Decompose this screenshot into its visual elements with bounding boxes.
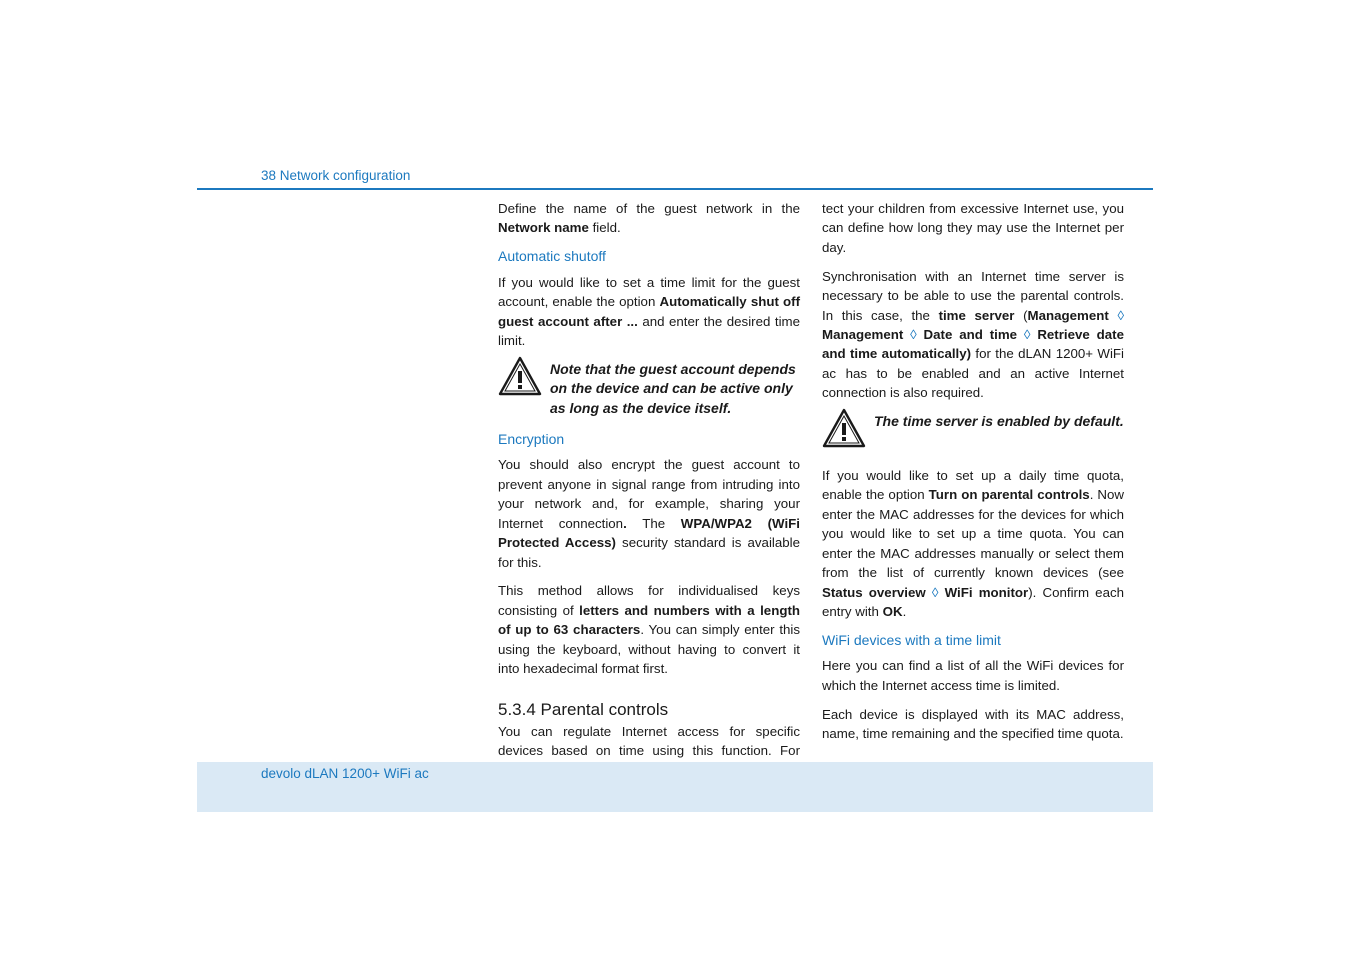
paragraph-time-quota: If you would like to set up a daily time quota, enable the option Turn on parental controls. Now enter the MAC addresses for the devices for which you would like to set up a time quota. You can enter the MAC addresses manually or select them from the list of currently known devices (see Status overview ◊ WiFi monitor). Confirm each entry with OK. [822, 468, 1125, 619]
warning-triangle-icon [822, 408, 866, 448]
warning-note-guest [498, 360, 800, 418]
diamond-arrow-icon: ◊ [925, 584, 945, 600]
warning-note-text: The time server is enabled by default. [874, 413, 1124, 430]
paragraph-parental-continued: tect your children from excessive Internet use, you can define how long they may use the Internet per day. [822, 201, 1124, 255]
page-header-title: 38 Network configuration [261, 168, 411, 183]
warning-triangle-icon [498, 356, 542, 396]
heading-wifi-devices: WiFi devices with a time limit [822, 631, 1001, 648]
header-rule [197, 188, 1153, 190]
right-column [822, 199, 1124, 753]
heading-encryption: Encryption [498, 431, 565, 448]
paragraph-parental-intro: You can regulate Internet access for specific devices based on time using this function. For [498, 723, 800, 759]
paragraph-time-server: Synchronisation with an Internet time server is necessary to be able to use the parental controls. In this case, the time server (Management ◊ Management ◊ Date and time ◊ Retrieve date and time automatically) for the dLAN 1200+ WiFi ac has to be enabled and an active Internet connection is also required. [822, 268, 1125, 401]
heading-automatic-shutoff: Automatic shutoff [498, 248, 606, 265]
left-column [498, 199, 800, 790]
paragraph-encryption: You should also encrypt the guest account to prevent anyone in signal range from intruding into your network and, for example, sharing your Internet connection. The WPA/WPA2 (WiFi Protected Access) security standard is available for this. [498, 457, 800, 570]
warning-note-time-server [822, 412, 1124, 448]
diamond-arrow-icon: ◊ [1017, 326, 1038, 342]
footer-title: devolo dLAN 1200+ WiFi ac [261, 766, 429, 781]
diamond-arrow-icon: ◊ [903, 326, 924, 342]
paragraph-keys: This method allows for individualised keys consisting of letters and numbers with a length of up to 63 characters. You can simply enter this using the keyboard, without having to convert it into hexadecimal format first. [498, 583, 801, 677]
diamond-arrow-icon: ◊ [1108, 307, 1125, 323]
paragraph-device-display: Each device is displayed with its MAC address, name, time remaining and the specified time quota. [822, 706, 1124, 741]
heading-parental-controls: 5.3.4 Parental controls [498, 700, 669, 720]
paragraph-network-name: Define the name of the guest network in the Network name field. [498, 201, 800, 236]
warning-note-text: Note that the guest account depends on the device and can be active only as long as the device itself. [550, 360, 796, 416]
paragraph-wifi-list: Here you can find a list of all the WiFi devices for which the Internet access time is limited. [822, 658, 1124, 693]
paragraph-shutoff: If you would like to set a time limit for the guest account, enable the option Automatically shut off guest account after ... and enter the desired time limit. [498, 274, 801, 348]
